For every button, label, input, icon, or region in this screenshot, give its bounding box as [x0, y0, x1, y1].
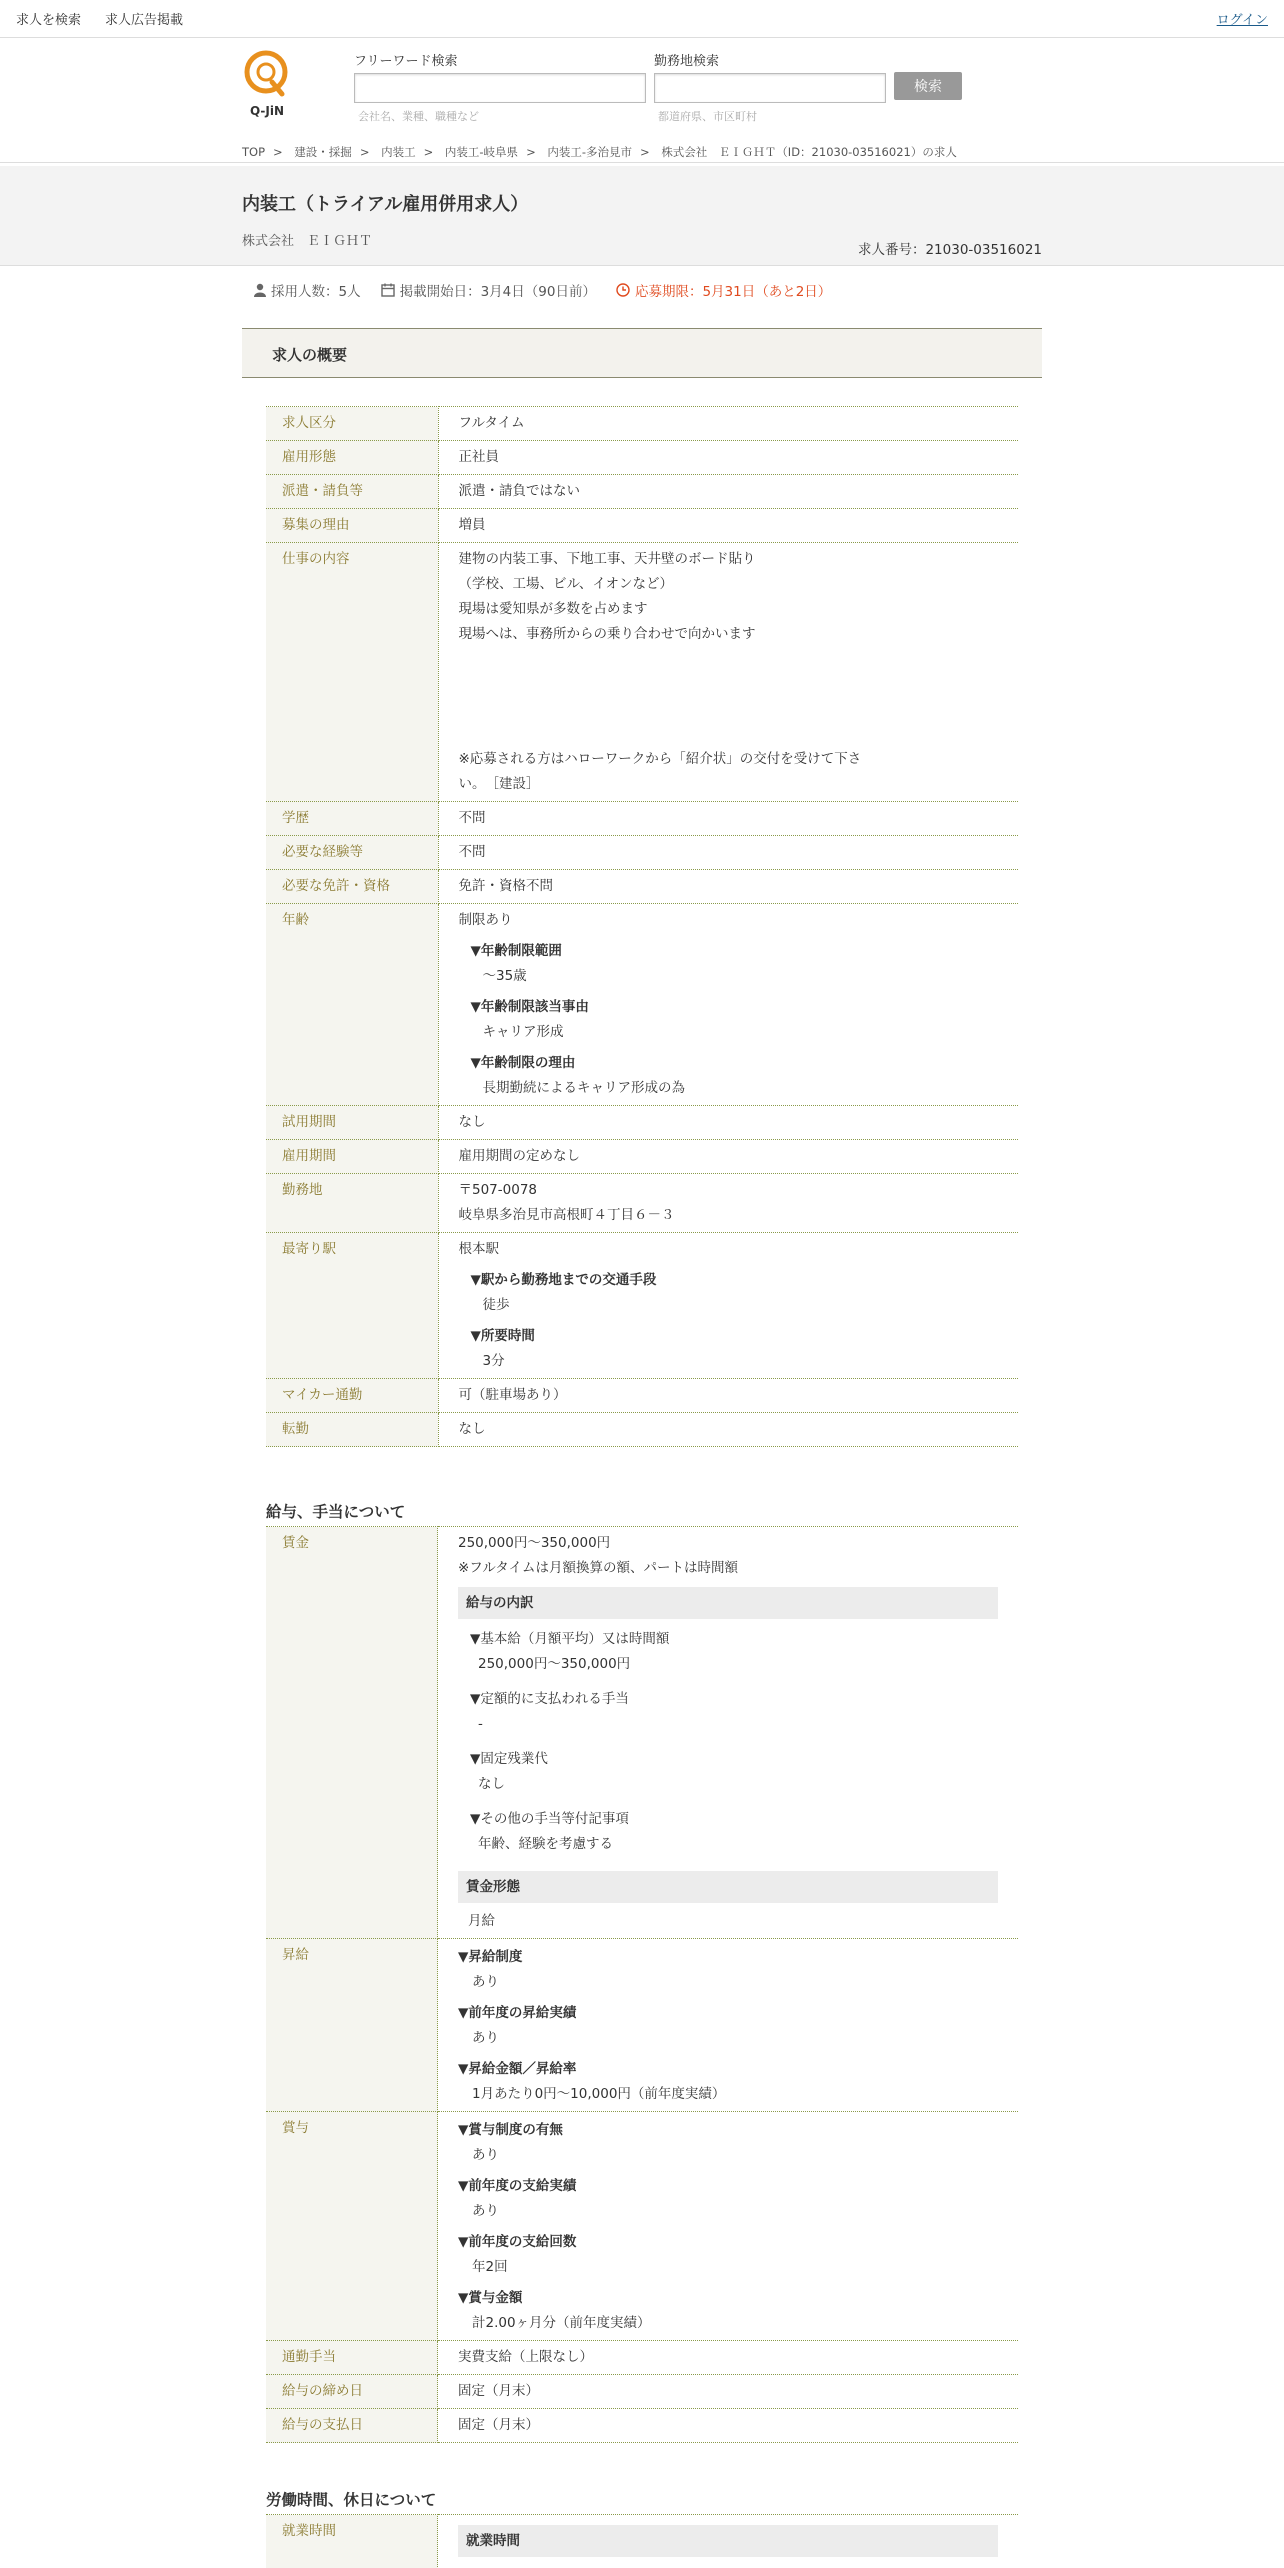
sub-value: あり	[472, 2203, 499, 2219]
table-row	[266, 1233, 1018, 1379]
text-line: （学校、工場、ビル、イオンなど）	[458, 576, 674, 592]
hours-cell	[438, 2515, 1019, 2568]
listing-start-text: 掲載開始日：3月4日（90日前）	[399, 284, 596, 300]
row-value: 正社員	[438, 441, 1018, 475]
postal-code: 〒507-0078	[458, 1182, 537, 1198]
row-label: 転勤	[266, 1413, 438, 1447]
table-row	[266, 1379, 1018, 1413]
row-label: 試用期間	[266, 1106, 438, 1140]
sub-value: 徒歩	[482, 1297, 510, 1313]
wage-form-value: 月給	[468, 1913, 495, 1929]
table-row	[266, 802, 1018, 836]
sub-heading: ▼駅から勤務地までの交通手段	[470, 1272, 657, 1288]
application-deadline	[616, 280, 831, 300]
row-label: 給与の締め日	[266, 2375, 438, 2409]
sub-heading: ▼その他の手当等付記事項	[470, 1811, 629, 1827]
table-row	[266, 475, 1018, 509]
age-details	[459, 939, 999, 1101]
row-value: 不問	[438, 836, 1018, 870]
header	[242, 44, 1042, 124]
sub-heading: ▼前年度の支給実績	[458, 2178, 577, 2194]
row-label: 通勤手当	[266, 2341, 438, 2375]
table-row	[266, 2341, 1018, 2375]
hires-count	[254, 280, 361, 300]
table-row	[266, 441, 1018, 475]
person-icon	[254, 283, 266, 297]
company-name: 株式会社 ＥＩＧＨＴ	[242, 234, 373, 249]
row-value: なし	[438, 1413, 1018, 1447]
wage-note: ※フルタイムは月額換算の額、パートは時間額	[458, 1560, 738, 1576]
search-jobs-link[interactable]: 求人を検索	[16, 13, 82, 28]
row-label: 必要な免許・資格	[266, 870, 438, 904]
breadcrumb-item[interactable]: 建設・採掘	[294, 145, 352, 159]
keyword-search-label: フリーワード検索	[354, 54, 458, 69]
row-value: なし	[438, 1106, 1018, 1140]
row-label: 募集の理由	[266, 509, 438, 543]
sub-value: あり	[472, 2030, 499, 2046]
location-search-input[interactable]	[654, 73, 886, 103]
location-search-label: 勤務地検索	[654, 54, 720, 69]
row-value: 雇用期間の定めなし	[438, 1140, 1018, 1174]
breadcrumb-item[interactable]: TOP	[242, 145, 266, 159]
row-value: 不問	[438, 802, 1018, 836]
row-value: 固定（月末）	[438, 2409, 1019, 2443]
sub-value: 〜35歳	[482, 968, 527, 984]
row-value: 実費支給（上限なし）	[438, 2341, 1019, 2375]
table-row	[266, 1939, 1018, 2112]
sub-value: あり	[472, 1974, 499, 1990]
text-line: 現場は愛知県が多数を占めます	[458, 601, 648, 617]
sub-value: 年2回	[472, 2259, 508, 2275]
row-label: 賞与	[266, 2112, 438, 2341]
top-bar	[0, 0, 1284, 38]
row-label: 就業時間	[266, 2515, 438, 2568]
post-ad-link[interactable]: 求人広告掲載	[105, 13, 184, 28]
overview-heading: 求人の概要	[242, 328, 1042, 378]
job-title-bar	[0, 166, 1284, 266]
calendar-icon	[381, 283, 395, 297]
row-label: マイカー通勤	[266, 1379, 438, 1413]
table-row	[266, 2515, 1018, 2568]
breadcrumb: TOP > 建設・採掘 > 内装工 > 内装工-岐阜県 > 内装工-多治見市 > 株式会社 ＥＩＧＨＴ（ID：21030-03516021）の求人	[242, 145, 957, 159]
row-label: 雇用形態	[266, 441, 438, 475]
table-row	[266, 1174, 1018, 1233]
sub-heading: ▼年齢制限の理由	[470, 1055, 576, 1071]
wage-cell	[438, 1527, 1019, 1939]
station-details	[459, 1268, 999, 1374]
hours-subheading: 就業時間	[458, 2525, 998, 2557]
sub-heading: ▼基本給（月額平均）又は時間額	[470, 1631, 670, 1647]
salary-breakdown-heading: 給与の内訳	[458, 1587, 998, 1619]
row-value: 制限あり	[458, 912, 513, 928]
sub-heading: ▼固定残業代	[470, 1751, 548, 1767]
location-search	[654, 50, 886, 124]
breadcrumb-item[interactable]: 内装工	[381, 145, 416, 159]
table-row	[266, 543, 1018, 802]
breadcrumb-current: 株式会社 ＥＩＧＨＴ（ID：21030-03516021）の求人	[661, 145, 957, 159]
sub-heading: ▼前年度の支給回数	[458, 2234, 577, 2250]
row-value: 根本駅	[458, 1241, 499, 1257]
row-value: フルタイム	[438, 407, 1018, 441]
table-row	[266, 836, 1018, 870]
application-deadline-text: 応募期限：5月31日（あと2日）	[634, 284, 832, 300]
row-value: 免許・資格不問	[438, 870, 1018, 904]
table-row	[266, 2375, 1018, 2409]
station-cell	[438, 1233, 1018, 1379]
row-label: 派遣・請負等	[266, 475, 438, 509]
sub-value: 250,000円〜350,000円	[478, 1656, 631, 1672]
salary-heading: 給与、手当について	[266, 1503, 406, 1521]
hours-table	[266, 2514, 1018, 2568]
sub-heading: ▼定額的に支払われる手当	[470, 1691, 629, 1707]
text-line: ※応募される方はハローワークから「紹介状」の交付を受けて下さ	[458, 751, 862, 767]
row-label: 学歴	[266, 802, 438, 836]
sub-value: 1月あたり0円〜10,000円（前年度実績）	[472, 2086, 726, 2102]
breadcrumb-item[interactable]: 内装工-岐阜県	[444, 145, 519, 159]
divider	[0, 162, 1284, 163]
sub-value: 3分	[482, 1353, 505, 1369]
sub-heading: ▼賞与制度の有無	[458, 2122, 563, 2138]
row-label: 賃金	[266, 1527, 438, 1939]
table-row	[266, 904, 1018, 1106]
sub-value: キャリア形成	[482, 1024, 564, 1040]
sub-heading: ▼年齢制限該当事由	[470, 999, 589, 1015]
row-value: 派遣・請負ではない	[438, 475, 1018, 509]
age-cell	[438, 904, 1018, 1106]
wage-form-heading: 賃金形態	[458, 1871, 998, 1903]
breadcrumb-item[interactable]: 内装工-多治見市	[547, 145, 633, 159]
table-row	[266, 509, 1018, 543]
row-value: 増員	[438, 509, 1018, 543]
sub-value: あり	[472, 2147, 499, 2163]
raise-cell	[438, 1939, 1019, 2112]
sub-heading: ▼昇給制度	[458, 1949, 523, 1965]
qjin-logo-icon	[242, 48, 292, 120]
table-row	[266, 1527, 1018, 1939]
wage-range: 250,000円〜350,000円	[458, 1535, 611, 1551]
address: 岐阜県多治見市高根町４丁目６－３	[458, 1207, 675, 1223]
text-line: 建物の内装工事、下地工事、天井壁のボード貼り	[458, 551, 756, 567]
sub-value: 長期勤続によるキャリア形成の為	[482, 1080, 685, 1096]
work-location	[438, 1174, 1018, 1233]
row-label: 勤務地	[266, 1174, 438, 1233]
sub-value: -	[478, 1716, 483, 1732]
row-label: 求人区分	[266, 407, 438, 441]
svg-text:Q-JiN: Q-JiN	[249, 104, 285, 118]
hires-count-text: 採用人数：5人	[271, 284, 361, 300]
sub-heading: ▼賞与金額	[458, 2290, 523, 2306]
keyword-search-input[interactable]	[354, 73, 646, 103]
table-row	[266, 870, 1018, 904]
overview-table	[266, 406, 1018, 1447]
row-label: 最寄り駅	[266, 1233, 438, 1379]
job-meta	[254, 280, 831, 300]
sub-value: 年齢、経験を考慮する	[478, 1836, 613, 1852]
hours-heading: 労働時間、休日について	[266, 2491, 437, 2509]
login-link[interactable]: ログイン	[1216, 13, 1268, 28]
sub-heading: ▼年齢制限範囲	[470, 943, 562, 959]
table-row	[266, 407, 1018, 441]
row-label: 必要な経験等	[266, 836, 438, 870]
row-value: 固定（月末）	[438, 2375, 1019, 2409]
sub-heading: ▼所要時間	[470, 1328, 535, 1344]
sub-heading: ▼昇給金額／昇給率	[458, 2061, 577, 2077]
table-row	[266, 1106, 1018, 1140]
text-line: 現場へは、事務所からの乗り合わせで向かいます	[458, 626, 756, 642]
row-label: 仕事の内容	[266, 543, 438, 802]
table-row	[266, 1413, 1018, 1447]
job-description	[438, 543, 1018, 802]
sub-value: 計2.00ヶ月分（前年度実績）	[472, 2315, 651, 2331]
site-logo[interactable]	[242, 48, 292, 120]
sub-heading: ▼前年度の昇給実績	[458, 2005, 577, 2021]
job-number: 求人番号：21030-03516021	[857, 242, 1042, 258]
search-button[interactable]: 検索	[894, 72, 962, 100]
job-title: 内装工（トライアル雇用併用求人）	[242, 194, 529, 215]
table-row	[266, 1140, 1018, 1174]
keyword-search-hint: 会社名、業種、職種など	[358, 110, 479, 123]
table-row	[266, 2409, 1018, 2443]
row-label: 雇用期間	[266, 1140, 438, 1174]
text-line: い。 ［建設］	[458, 776, 540, 792]
keyword-search	[354, 50, 646, 124]
row-label: 給与の支払日	[266, 2409, 438, 2443]
bonus-cell	[438, 2112, 1019, 2341]
salary-breakdown	[458, 1627, 998, 1857]
row-label: 年齢	[266, 904, 438, 1106]
clock-icon	[616, 283, 630, 297]
sub-value: なし	[478, 1776, 505, 1792]
row-label: 昇給	[266, 1939, 438, 2112]
table-row	[266, 2112, 1018, 2341]
salary-table	[266, 1526, 1018, 2443]
row-value: 可（駐車場あり）	[438, 1379, 1018, 1413]
location-search-hint: 都道府県、市区町村	[658, 110, 757, 123]
listing-start	[381, 280, 596, 300]
